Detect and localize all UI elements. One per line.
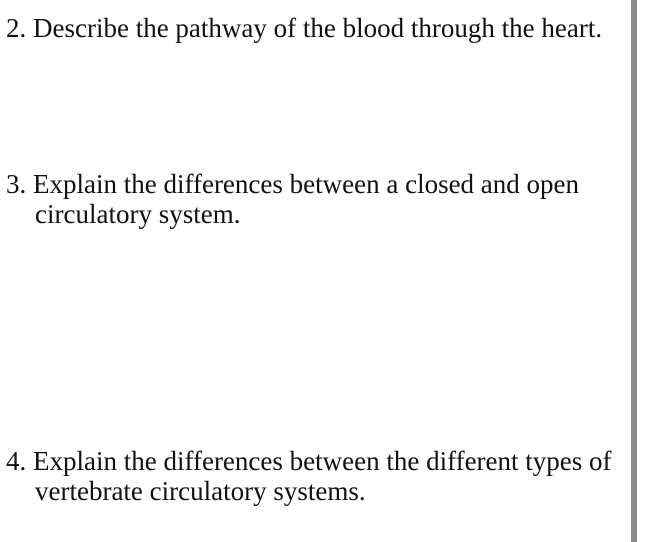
question-3-line-1 bbox=[6, 169, 616, 199]
question-4-text-line-2: vertebrate circulatory systems. bbox=[35, 476, 366, 506]
question-2 bbox=[6, 13, 616, 43]
question-4-text-line-1: Explain the differences between the different types of bbox=[33, 446, 612, 476]
question-4-number: 4. bbox=[6, 446, 27, 476]
question-4-line-1 bbox=[6, 446, 616, 476]
right-margin-rule bbox=[631, 0, 637, 542]
question-3-text-line-1: Explain the differences between a closed and open bbox=[33, 169, 580, 199]
question-2-number: 2. bbox=[6, 13, 27, 43]
question-2-text: Describe the pathway of the blood through the heart. bbox=[33, 13, 603, 43]
question-3-text-line-2: circulatory system. bbox=[35, 199, 241, 229]
question-3 bbox=[6, 169, 616, 229]
question-3-number: 3. bbox=[6, 169, 27, 199]
question-4 bbox=[6, 446, 616, 506]
question-2-line-1 bbox=[6, 13, 616, 43]
